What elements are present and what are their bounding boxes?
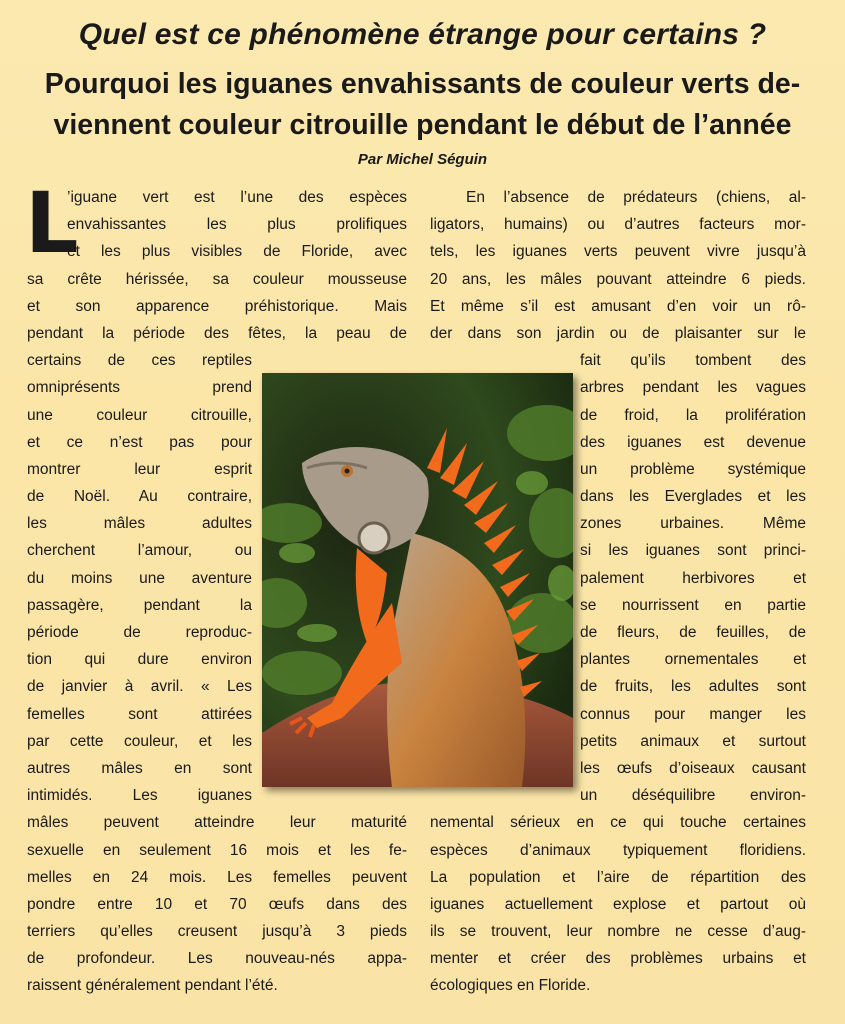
text-line: les mâles adultes — [27, 515, 252, 533]
text-line: de froid, la prolifération — [580, 406, 806, 424]
text-line: sa crête hérissée, sa couleur mousseuse — [27, 270, 407, 288]
text-line: passagère, pendant la — [27, 596, 252, 614]
text-line: plantes ornementales et — [580, 651, 806, 669]
text-line: période de reproduc- — [27, 624, 252, 641]
iguana-image — [262, 373, 573, 787]
article-kicker: Quel est ce phénomène étrange pour certains ? — [78, 18, 767, 51]
text-line: et les plus visibles de Floride, avec — [67, 243, 407, 261]
text-line: ’iguane vert est l’une des espèces — [67, 189, 407, 206]
text-line: femelles sont attirées — [27, 705, 252, 723]
text-line: nemental sérieux en ce qui touche certaines — [430, 814, 806, 832]
text-line: melles en 24 mois. Les femelles peuvent — [27, 868, 407, 886]
iguana-photo — [262, 373, 573, 787]
text-line: un problème systémique — [580, 460, 806, 478]
text-line: autres mâles en sont — [27, 759, 252, 777]
text-line: un déséquilibre environ- — [580, 787, 806, 805]
text-line: pondre entre 10 et 70 œufs dans des — [27, 895, 407, 913]
text-line: raissent généralement pendant l’été. — [27, 977, 278, 995]
text-line: envahissantes les plus prolifiques — [67, 216, 407, 234]
text-line: arbres pendant les vagues — [580, 379, 806, 397]
text-line: ligators, humains) ou d’autres facteurs mor- — [430, 216, 806, 234]
article-headline — [20, 64, 825, 146]
text-line: une couleur citrouille, — [27, 406, 252, 424]
text-line: menter et créer des problèmes urbains et — [430, 950, 806, 968]
text-line: de janvier à avril. « Les — [27, 678, 252, 696]
text-line: écologiques en Floride. — [430, 977, 591, 995]
text-line: tion qui dure environ — [27, 651, 252, 669]
text-line: zones urbaines. Même — [580, 515, 806, 533]
text-line: se nourrissent en partie — [580, 596, 806, 614]
text-line: des iguanes est devenue — [580, 433, 806, 451]
text-line: palement herbivores et — [580, 569, 806, 587]
text-line: de Noël. Au contraire, — [27, 488, 252, 506]
text-line: Et même s’il est amusant d’en voir un rô- — [430, 297, 806, 315]
text-line: En l’absence de prédateurs (chiens, al- — [466, 189, 806, 206]
text-line: iguanes actuellement explose et partout où — [430, 895, 806, 913]
text-line: de fruits, les adultes sont — [580, 678, 806, 696]
text-line: intimidés. Les iguanes — [27, 787, 252, 805]
text-line: cherchent l’amour, ou — [27, 542, 252, 560]
drop-cap: L — [25, 174, 79, 272]
text-line: pendant la période des fêtes, la peau de — [27, 324, 407, 342]
text-line: certains de ces reptiles — [27, 352, 252, 370]
text-line: fait qu’ils tombent des — [580, 352, 806, 370]
text-line: dans les Everglades et les — [580, 488, 806, 506]
text-line: montrer leur esprit — [27, 460, 252, 478]
text-line: par cette couleur, et les — [27, 732, 252, 750]
article-byline: Par Michel Séguin — [357, 151, 488, 168]
text-line: si les iguanes sont princi- — [580, 542, 806, 560]
text-line: de profondeur. Les nouveau-nés appa- — [27, 950, 407, 968]
text-line: omniprésents prend — [27, 379, 252, 397]
headline-line: viennent couleur citrouille pendant le début de l’année — [53, 109, 792, 141]
text-line: mâles peuvent atteindre leur maturité — [27, 814, 407, 832]
headline-line: Pourquoi les iguanes envahissants de couleur verts de- — [44, 68, 801, 100]
text-line: du moins une aventure — [27, 569, 252, 587]
text-line: terriers qu’elles creusent jusqu’à 3 pieds — [27, 923, 407, 941]
text-line: les œufs d’oiseaux causant — [580, 759, 806, 777]
text-line: et ce n’est pas pour — [27, 433, 252, 451]
text-line: La population et l’aire de répartition des — [430, 868, 806, 886]
text-line: 20 ans, les mâles pouvant atteindre 6 pieds. — [430, 270, 806, 288]
text-line: sexuelle en seulement 16 mois et les fe- — [27, 841, 407, 859]
text-line: connus pour manger les — [580, 705, 806, 723]
text-line: ils se trouvent, leur nombre ne cesse d’aug- — [430, 923, 806, 941]
text-line: tels, les iguanes verts peuvent vivre jusqu’à — [430, 243, 806, 261]
text-line: petits animaux et surtout — [580, 732, 806, 750]
text-line: espèces d’animaux typiquement floridiens. — [430, 841, 806, 859]
text-line: der dans son jardin ou de plaisanter sur le — [430, 324, 806, 342]
text-line: de fleurs, de feuilles, de — [580, 624, 806, 641]
text-line: et son apparence préhistorique. Mais — [27, 297, 407, 315]
